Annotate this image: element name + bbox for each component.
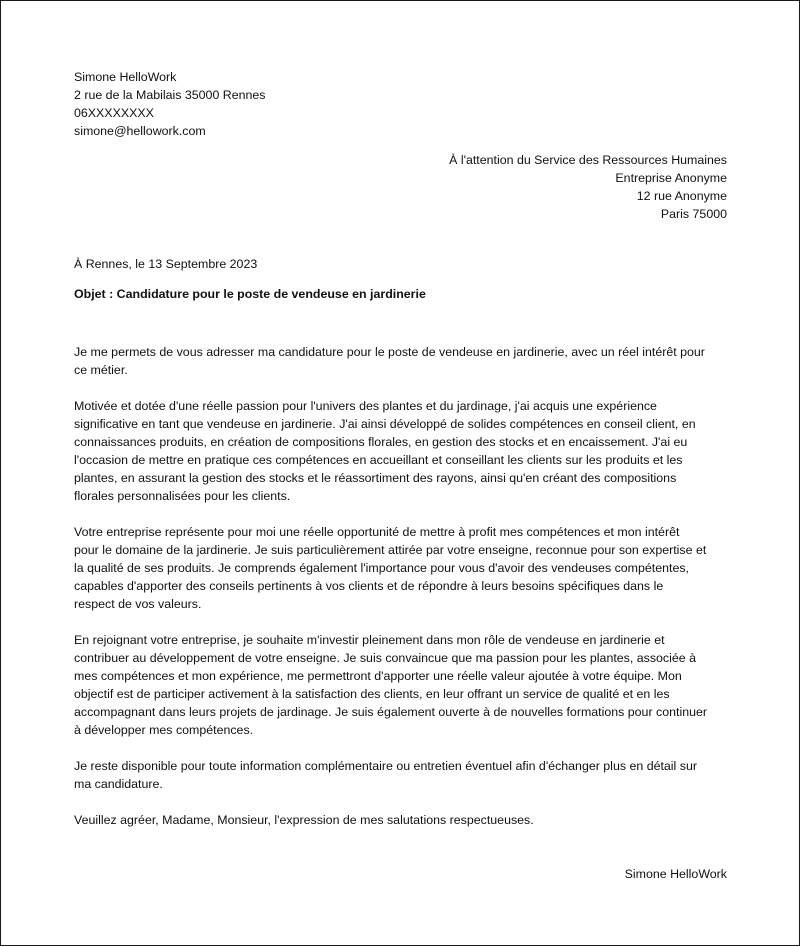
sender-address: 2 rue de la Mabilais 35000 Rennes	[74, 88, 266, 102]
sender-phone: 06XXXXXXXX	[74, 106, 154, 120]
paragraph-line: florales personnalisées pour les clients.	[74, 489, 291, 503]
sender-block	[74, 68, 266, 140]
sender-email: simone@hellowork.com	[74, 124, 206, 138]
paragraph-line: mes compétences et mon expérience, me permettront d'apporter une réelle valeur ajoutée à votre équipe. Mon	[74, 669, 682, 683]
paragraph-1	[74, 343, 727, 379]
paragraph-line: Veuillez agréer, Madame, Monsieur, l'expression de mes salutations respectueuses.	[74, 813, 534, 827]
recipient-city: Paris 75000	[660, 207, 727, 221]
paragraph-line: à développer mes compétences.	[74, 723, 254, 737]
paragraph-line: En rejoignant votre entreprise, je souhaite m'investir pleinement dans mon rôle de vendeuse en jardinerie et	[74, 633, 665, 647]
letter-body	[74, 343, 727, 847]
paragraph-line: plantes, en assurant la gestion des stocks et le réassortiment des rayons, ainsi qu'en créant des compositions	[74, 471, 677, 485]
paragraph-line: respect de vos valeurs.	[74, 597, 202, 611]
paragraph-line: accompagnant dans leurs projets de jardinage. Je suis également ouverte à de nouvelles formations pour continuer	[74, 705, 707, 719]
paragraph-line: la qualité de ses produits. Je comprends également l'importance pour vous d'avoir des vendeuses compétentes,	[74, 561, 689, 575]
paragraph-line: connaissances produits, en création de compositions florales, en gestion des stocks et en encaissement. J'ai eu	[74, 435, 688, 449]
paragraph-line: ce métier.	[74, 363, 128, 377]
paragraph-3	[74, 523, 727, 613]
paragraph-line: capables d'apporter des conseils pertinents à vos clients et de répondre à leurs besoins spécifiques dans le	[74, 579, 664, 593]
paragraph-line: contribuer au développement de votre enseigne. Je suis convaincue que ma passion pour les plantes, associée à	[74, 651, 696, 665]
paragraph-line: ma candidature.	[74, 777, 163, 791]
recipient-street: 12 rue Anonyme	[636, 189, 727, 203]
paragraph-line: Je me permets de vous adresser ma candidature pour le poste de vendeuse en jardinerie, avec un réel intérêt pour	[74, 345, 705, 359]
recipient-block	[449, 151, 727, 223]
paragraph-2	[74, 397, 727, 505]
paragraph-5	[74, 757, 727, 793]
subject-line: Objet : Candidature pour le poste de vendeuse en jardinerie	[74, 287, 426, 301]
paragraph-line: Je reste disponible pour toute information complémentaire ou entretien éventuel afin d'échanger plus en détail sur	[74, 759, 697, 773]
sender-name: Simone HelloWork	[74, 70, 177, 84]
paragraph-line: significative en tant que vendeuse en jardinerie. J'ai ainsi développé de solides compétences en conseil client, en	[74, 417, 696, 431]
signature: Simone HelloWork	[624, 867, 727, 881]
date-line: À Rennes, le 13 Septembre 2023	[74, 257, 258, 271]
paragraph-line: Votre entreprise représente pour moi une réelle opportunité de mettre à profit mes compétences et mon intérêt	[74, 525, 680, 539]
recipient-attention: À l'attention du Service des Ressources Humaines	[449, 153, 727, 167]
paragraph-line: Motivée et dotée d'une réelle passion pour l'univers des plantes et du jardinage, j'ai acquis une expérience	[74, 399, 657, 413]
paragraph-line: l'occasion de mettre en pratique ces compétences en accueillant et conseillant les clients sur les produits et les	[74, 453, 683, 467]
paragraph-line: pour le domaine de la jardinerie. Je suis particulièrement attirée par votre enseigne, reconnue pour son expertise et	[74, 543, 707, 557]
paragraph-4	[74, 631, 727, 739]
paragraph-line: objectif est de participer activement à la satisfaction des clients, en leur offrant un service de qualité et en les	[74, 687, 670, 701]
recipient-company: Entreprise Anonyme	[615, 171, 727, 185]
paragraph-6	[74, 811, 727, 829]
